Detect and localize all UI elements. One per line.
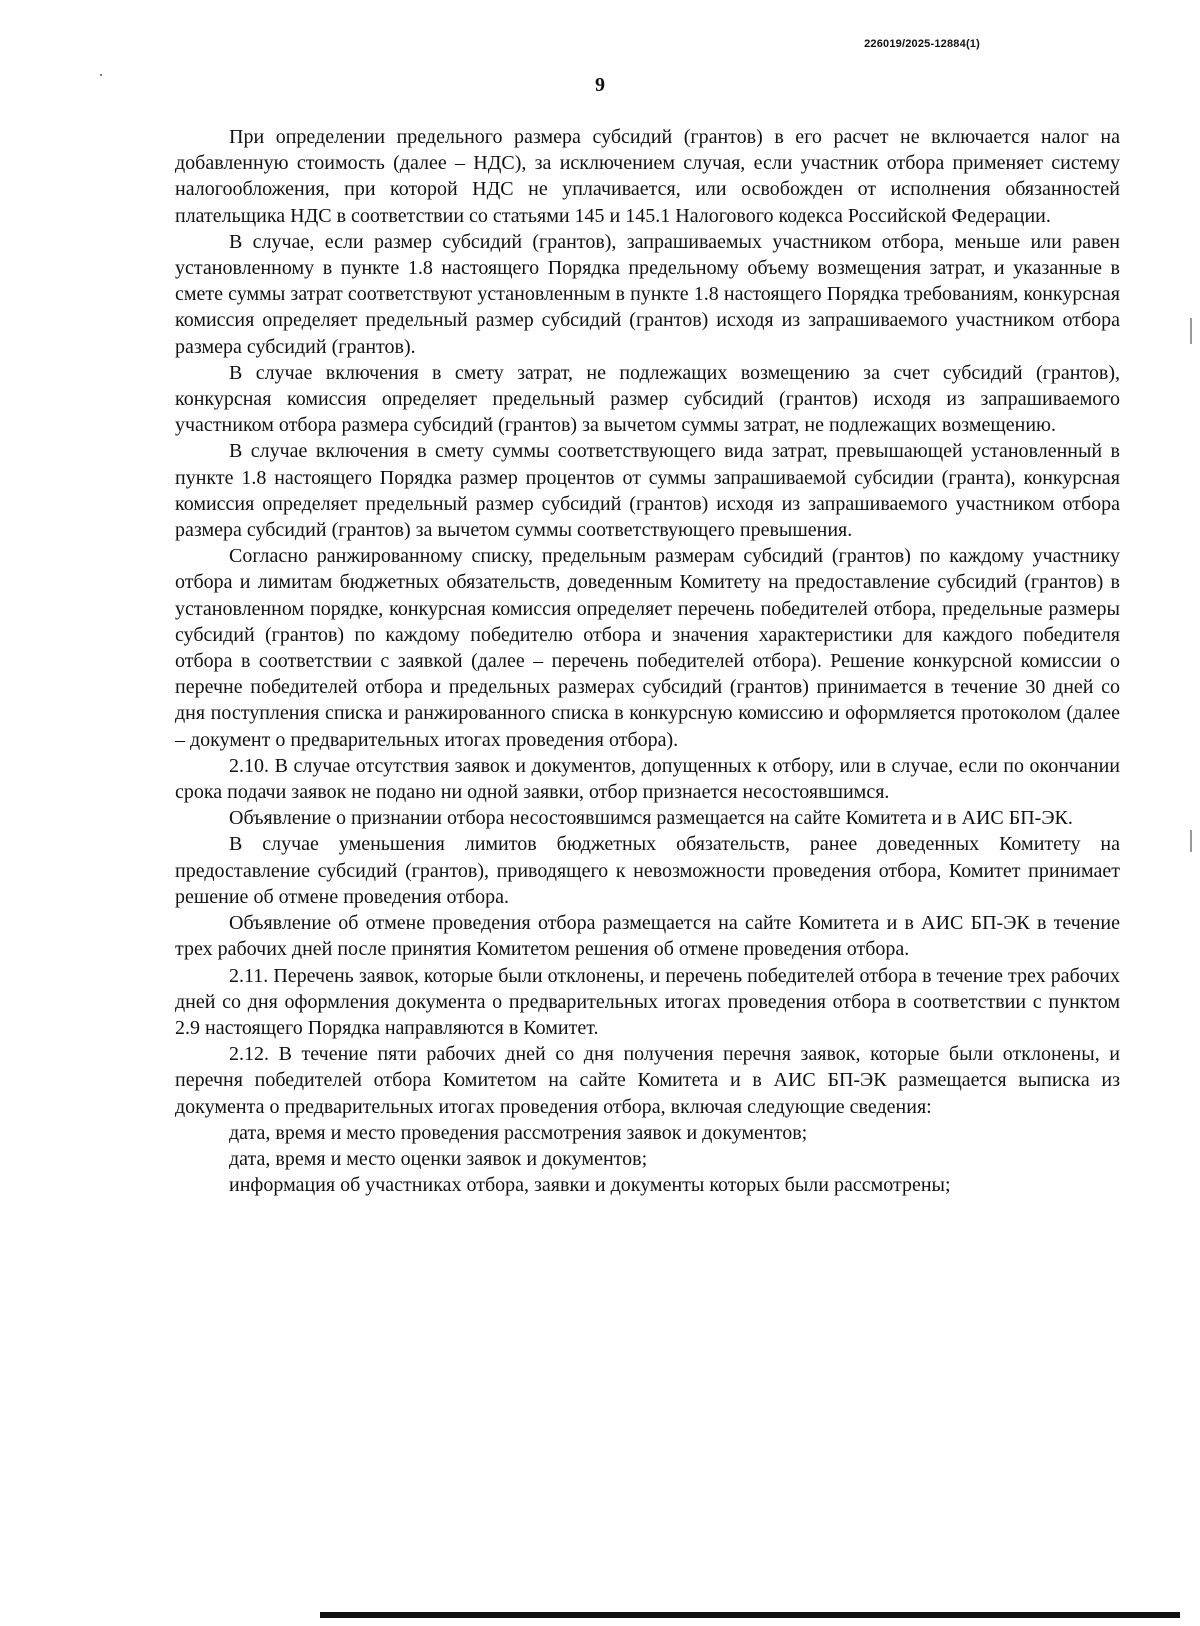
scan-edge-mark [1190,830,1192,852]
paragraph-cost-excess: В случае включения в смету суммы соответствующего вида затрат, превышающей установленный в пункте 1.8 настоящего Порядка размер процентов от суммы запрашиваемой субсидии (гранта), конкурсная комиссия определяет предельный размер субсидий (грантов) исходя из запрашиваемого участником отбора размера субсидий (грантов) за вычетом суммы соответствующего превышения. [175,440,1120,542]
scan-bottom-edge [320,1612,1180,1618]
paragraph-2-10: 2.10. В случае отсутствия заявок и документов, допущенных к отбору, или в случае, если по окончании срока подачи заявок не подано ни одной заявки, отбор признается несостоявшимся. [175,754,1120,804]
paragraph-2-11: 2.11. Перечень заявок, которые были отклонены, и перечень победителей отбора в течение трех рабочих дней со дня оформления документа о предварительных итогах проведения отбора в соответствии с пунктом 2.9 настоящего Порядка направляются в Комитет. [175,964,1120,1039]
paragraph-cancellation-announcement: Объявление об отмене проведения отбора размещается на сайте Комитета и в АИС БП-ЭК в течение трех рабочих дней после принятия Комитетом решения об отмене проведения отбора. [175,912,1120,961]
paragraph-requested-amount: В случае, если размер субсидий (грантов), запрашиваемых участником отбора, меньше или равен установленному в пункте 1.8 настоящего Порядка предельному объему возмещения затрат, и указанные в смете суммы затрат соответствуют установленным в пункте 1.8 настоящего Порядка требованиям, конкурсная комиссия определяет предельный размер субсидий (грантов) исходя из запрашиваемого участником отбора размера субсидий (грантов). [175,230,1120,358]
list-item-review-date: дата, время и место проведения рассмотрения заявок и документов; [229,1121,808,1144]
paragraph-failed-announcement: Объявление о признании отбора несостоявшимся размещается на сайте Комитета и в АИС БП-ЭК. [229,807,1073,830]
document-body [175,124,1120,1198]
paragraph-2-12: 2.12. В течение пяти рабочих дней со дня получения перечня заявок, которые были отклонены, и перечня победителей отбора Комитетом на сайте Комитета и в АИС БП-ЭК размещается выписка из документа о предварительных итогах проведения отбора, включая следующие сведения: [175,1043,1120,1118]
scan-edge-mark [1190,318,1192,344]
paragraph-vat-exclusion: При определении предельного размера субсидий (грантов) в его расчет не включается налог на добавленную стоимость (далее – НДС), за исключением случая, если участник отбора применяет систему налогообложения, при которой НДС не уплачивается, или освобожден от исполнения обязанностей плательщика НДС в соответствии со статьями 145 и 145.1 Налогового кодекса Российской Федерации. [175,126,1120,227]
paragraph-non-reimbursable-costs: В случае включения в смету затрат, не подлежащих возмещению за счет субсидий (грантов), конкурсная комиссия определяет предельный размер субсидий (грантов) исходя из запрашиваемого участником отбора размера субсидий (грантов) за вычетом суммы затрат, не подлежащих возмещению. [175,361,1120,437]
list-item-participants-info: информация об участниках отбора, заявки и документы которых были рассмотрены; [229,1174,951,1197]
page-number: 9 [595,74,605,96]
document-registration-number: 226019/2025-12884(1) [864,38,980,50]
list-item-evaluation-date: дата, время и место оценки заявок и документов; [229,1147,648,1170]
paragraph-ranked-list: Согласно ранжированному списку, предельным размерам субсидий (грантов) по каждому участнику отбора и лимитам бюджетных обязательств, доведенным Комитету на предоставление субсидий (грантов) в установленном порядке, конкурсная комиссия определяет перечень победителей отбора, предельные размеры субсидий (грантов) по каждому победителю отбора и значения характеристики для каждого победителя отбора в соответствии с заявкой (далее – перечень победителей отбора). Решение конкурсной комиссии о перечне победителей отбора и предельных размерах субсидий (грантов) принимается в течение 30 дней со дня поступления списка и ранжированного списка в конкурсную комиссию и оформляется протоколом (далее – документ о предварительных итогах проведения отбора). [175,545,1120,751]
paragraph-limit-reduction: В случае уменьшения лимитов бюджетных обязательств, ранее доведенных Комитету на предоставление субсидий (грантов), приводящего к невозможности проведения отбора, Комитет принимает решение об отмене проведения отбора. [175,833,1120,908]
